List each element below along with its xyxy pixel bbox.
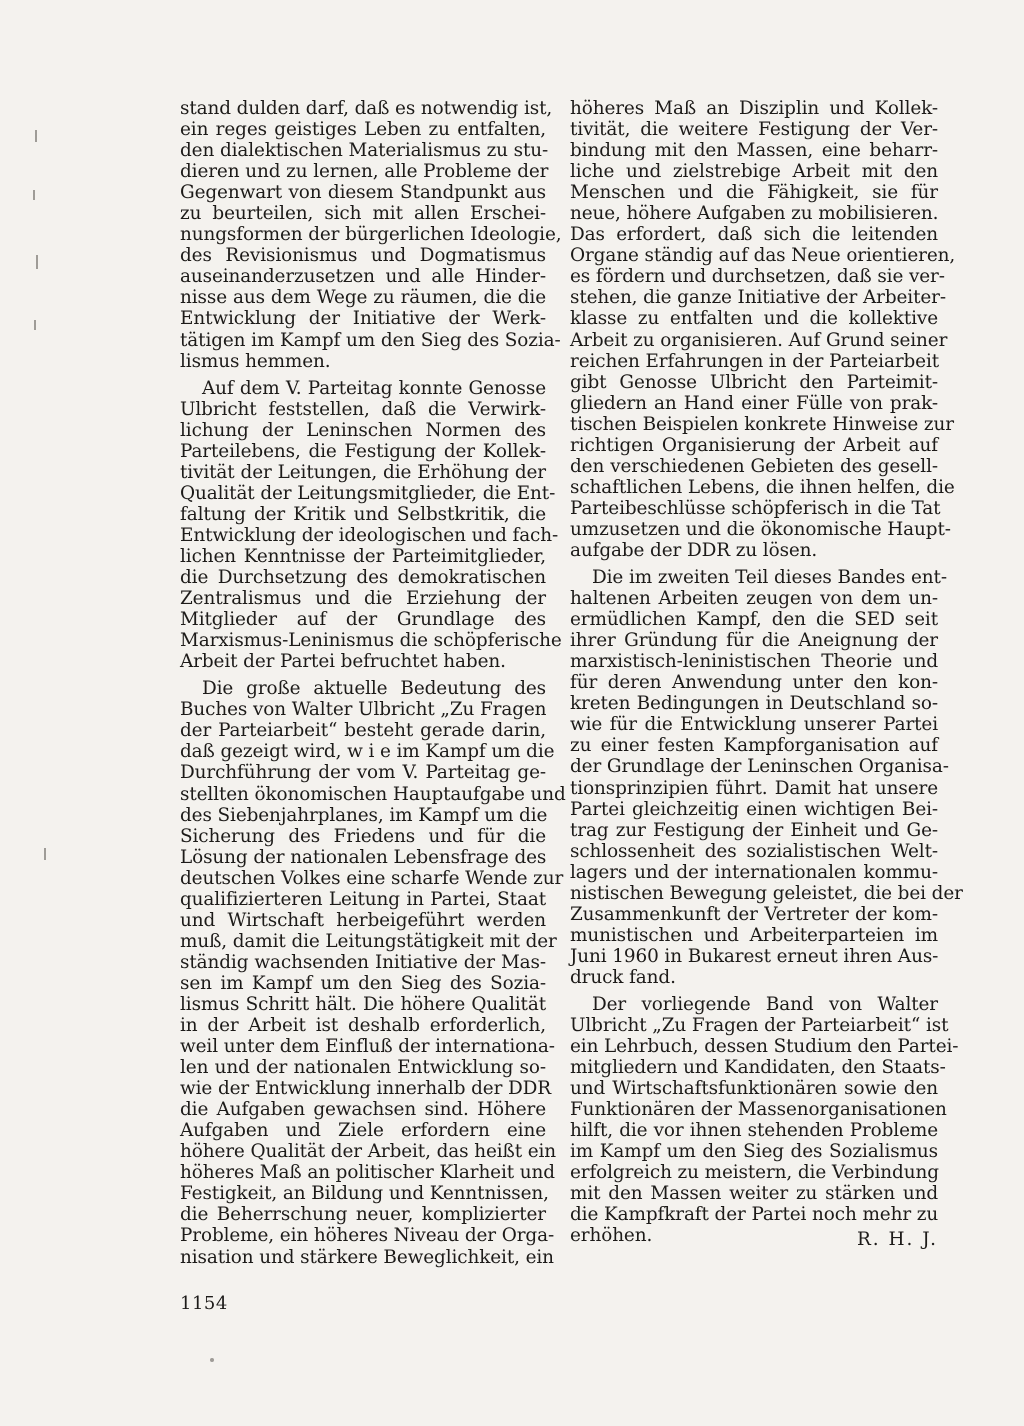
paragraph — [180, 98, 562, 372]
text-line: wie für die Entwicklung unserer Partei — [570, 714, 938, 736]
text-line: Das erfordert, daß sich die leitenden — [570, 224, 938, 246]
paragraph — [180, 377, 562, 673]
text-line: Aufgaben und Ziele erfordern eine — [180, 1120, 546, 1142]
text-line: ermüdlichen Kampf, den die SED seit — [570, 609, 938, 631]
text-line: auseinanderzusetzen und alle Hinder- — [180, 266, 546, 288]
text-line: tivität der Leitungen, die Erhöhung der — [180, 461, 546, 483]
text-line: Mitglieder auf der Grundlage des — [180, 609, 546, 631]
text-line: wie der Entwicklung innerhalb der DDR — [180, 1078, 552, 1100]
text-line: gibt Genosse Ulbricht den Parteimit- — [570, 371, 938, 393]
right-column — [570, 98, 963, 1247]
text-line: den dialektischen Materialismus zu stu- — [180, 140, 549, 162]
text-line: nisation und stärkere Beweglichkeit, ein — [180, 1246, 554, 1268]
text-line: die Kampfkraft der Partei noch mehr zu — [570, 1204, 939, 1226]
text-line: liche und zielstrebige Arbeit mit den — [570, 161, 938, 183]
text-line: tischen Beispielen konkrete Hinweise zur — [570, 413, 954, 435]
text-line: faltung der Kritik und Selbstkritik, die — [180, 503, 546, 525]
text-line: stellten ökonomischen Hauptaufgabe und — [180, 783, 566, 805]
text-line: der Parteiarbeit“ besteht gerade darin, — [180, 720, 546, 742]
text-line: Qualität der Leitungsmitglieder, die Ent- — [180, 482, 556, 504]
left-column — [180, 98, 566, 1268]
text-line: mit den Massen weiter zu stärken und — [570, 1183, 938, 1205]
text-line: len und der nationalen Entwicklung so- — [180, 1057, 546, 1079]
text-line: neue, höhere Aufgaben zu mobilisieren. — [570, 203, 939, 225]
text-line: Auf dem V. Parteitag konnte Genosse — [202, 377, 546, 399]
text-line: schlossenheit des sozialistischen Welt- — [570, 840, 938, 862]
text-line: daß gezeigt wird, w i e im Kampf um die — [180, 741, 555, 763]
scan-speck — [33, 190, 35, 200]
text-line: Durchführung der vom V. Parteitag ge- — [180, 762, 546, 784]
text-line: stehen, die ganze Initiative der Arbeiter- — [570, 287, 946, 309]
text-line: erhöhen. — [570, 1225, 653, 1247]
text-line: tivität, die weitere Festigung der Ver- — [570, 119, 938, 141]
text-line: Parteilebens, die Festigung der Kollek- — [180, 440, 546, 462]
scan-speck — [36, 255, 38, 269]
text-line: qualifizierteren Leitung in Partei, Staat — [180, 888, 546, 910]
text-line: Parteibeschlüsse schöpferisch in die Tat — [570, 497, 941, 519]
paragraph — [570, 98, 956, 561]
text-line: des Revisionismus und Dogmatismus — [180, 245, 546, 267]
text-line: Ulbricht feststellen, daß die Verwirk- — [180, 398, 546, 420]
text-line: Ulbricht „Zu Fragen der Parteiarbeit“ ist — [570, 1015, 949, 1037]
text-line: und Wirtschaft herbeigeführt werden — [180, 909, 546, 931]
text-line: des Siebenjahrplanes, im Kampf um die — [180, 804, 548, 826]
text-line: höheres Maß an Disziplin und Kollek- — [570, 98, 938, 119]
text-line: lichung der Leninschen Normen des — [180, 419, 546, 441]
text-line: Marxismus-Leninismus die schöpferische — [180, 630, 562, 652]
text-line: Lösung der nationalen Lebensfrage des — [180, 846, 547, 868]
text-line: die Aufgaben gewachsen sind. Höhere — [180, 1099, 546, 1121]
text-line: in der Arbeit ist deshalb erforderlich, — [180, 1015, 546, 1037]
text-line: die Durchsetzung des demokratischen — [180, 567, 546, 589]
text-line: nistischen Bewegung geleistet, die bei der — [570, 882, 963, 904]
text-line: der Grundlage der Leninschen Organisa- — [570, 756, 949, 778]
paragraph — [180, 678, 566, 1268]
text-line: lichen Kenntnisse der Parteimitglieder, — [180, 545, 546, 567]
text-line: lismus Schritt hält. Die höhere Qualität — [180, 993, 546, 1015]
text-line: muß, damit die Leitungstätigkeit mit der — [180, 930, 557, 952]
text-line: Sicherung des Friedens und für die — [180, 825, 546, 847]
text-line: trag zur Festigung der Einheit und Ge- — [570, 819, 938, 841]
paragraph — [570, 567, 963, 988]
text-line: dieren und zu lernen, alle Probleme der — [180, 161, 549, 183]
text-line: marxistisch-leninistischen Theorie und — [570, 651, 938, 673]
text-line: Partei gleichzeitig einen wichtigen Bei- — [570, 798, 938, 820]
text-line: nisse aus dem Wege zu räumen, die die — [180, 287, 546, 309]
text-line: weil unter dem Einfluß der internationa- — [180, 1036, 555, 1058]
text-line: und Wirtschaftsfunktionären sowie den — [570, 1078, 938, 1100]
text-line: mitgliedern und Kandidaten, den Staats- — [570, 1057, 946, 1079]
text-line: druck fand. — [570, 966, 676, 988]
text-line: Der vorliegende Band von Walter — [592, 993, 938, 1015]
text-line: Zentralismus und die Erziehung der — [180, 588, 546, 610]
text-line: munistischen und Arbeiterparteien im — [570, 924, 938, 946]
text-line: hilft, die vor ihnen stehenden Probleme — [570, 1120, 938, 1142]
text-line: lismus hemmen. — [180, 350, 331, 372]
text-line: nungsformen der bürgerlichen Ideologie, — [180, 224, 562, 246]
text-line: gliedern an Hand einer Fülle von prak- — [570, 392, 938, 414]
text-line: Arbeit zu organisieren. Auf Grund seiner — [570, 329, 948, 351]
text-line: stand dulden darf, daß es notwendig ist, — [180, 98, 553, 119]
text-line: haltenen Arbeiten zeugen von dem un- — [570, 588, 938, 610]
text-line: Entwicklung der ideologischen und fach- — [180, 524, 559, 546]
text-line: Gegenwart von diesem Standpunkt aus — [180, 182, 546, 204]
text-line: kreten Bedingungen in Deutschland so- — [570, 693, 938, 715]
text-line: klasse zu entfalten und die kollektive — [570, 308, 938, 330]
page-number: 1154 — [180, 1293, 228, 1314]
text-line: Juni 1960 in Bukarest erneut ihren Aus- — [570, 945, 939, 967]
scan-speck — [35, 130, 37, 142]
text-line: Arbeit der Partei befruchtet haben. — [180, 651, 506, 673]
scan-speck — [210, 1358, 214, 1362]
text-line: höheres Maß an politischer Klarheit und — [180, 1162, 555, 1184]
text-line: umzusetzen und die ökonomische Haupt- — [570, 518, 951, 540]
text-line: schaftlichen Lebens, die ihnen helfen, die — [570, 476, 955, 498]
text-line: zu einer festen Kampforganisation auf — [570, 735, 938, 757]
text-line: es fördern und durchsetzen, daß sie ver- — [570, 266, 945, 288]
scan-speck — [34, 320, 36, 330]
text-line: tätigen im Kampf um den Sieg des Sozia- — [180, 329, 561, 351]
text-line: höhere Qualität der Arbeit, das heißt ein — [180, 1141, 557, 1163]
text-line: richtigen Organisierung der Arbeit auf — [570, 434, 938, 456]
scan-speck — [44, 848, 46, 860]
text-line: Buches von Walter Ulbricht „Zu Fragen — [180, 699, 547, 721]
text-line: Funktionären der Massenorganisationen — [570, 1099, 947, 1121]
text-line: ein Lehrbuch, dessen Studium den Partei- — [570, 1036, 959, 1058]
text-line: reichen Erfahrungen in der Parteiarbeit — [570, 350, 940, 372]
text-line: Organe ständig auf das Neue orientieren, — [570, 245, 956, 267]
text-line: im Kampf um den Sieg des Sozialismus — [570, 1141, 938, 1163]
author-initials: R. H. J. — [856, 1229, 938, 1250]
text-line: Entwicklung der Initiative der Werk- — [180, 308, 546, 330]
text-line: für deren Anwendung unter den kon- — [570, 672, 938, 694]
text-line: den verschiedenen Gebieten des gesell- — [570, 455, 938, 477]
text-line: tionsprinzipien führt. Damit hat unsere — [570, 777, 938, 799]
text-line: zu beurteilen, sich mit allen Erschei- — [180, 203, 546, 225]
text-line: aufgabe der DDR zu lösen. — [570, 539, 818, 561]
text-line: ihrer Gründung für die Aneignung der — [570, 630, 938, 652]
text-line: lagers und der internationalen kommu- — [570, 861, 938, 883]
text-line: Probleme, ein höheres Niveau der Orga- — [180, 1225, 555, 1247]
paragraph — [570, 993, 959, 1247]
text-line: ein reges geistiges Leben zu entfalten, — [180, 119, 546, 141]
text-line: Zusammenkunft der Vertreter der kom- — [570, 903, 938, 925]
text-line: deutschen Volkes eine scharfe Wende zur — [180, 867, 564, 889]
text-line: Die im zweiten Teil dieses Bandes ent- — [592, 567, 947, 589]
text-line: die Beherrschung neuer, komplizierter — [180, 1204, 546, 1226]
text-line: bindung mit den Massen, eine beharr- — [570, 140, 938, 162]
text-line: Die große aktuelle Bedeutung des — [202, 678, 546, 700]
text-line: erfolgreich zu meistern, die Verbindung — [570, 1162, 939, 1184]
text-line: Menschen und die Fähigkeit, sie für — [570, 182, 938, 204]
text-line: ständig wachsenden Initiative der Mas- — [180, 951, 546, 973]
text-line: sen im Kampf um den Sieg des Sozia- — [180, 972, 546, 994]
text-line: Festigkeit, an Bildung und Kenntnissen, — [180, 1183, 549, 1205]
